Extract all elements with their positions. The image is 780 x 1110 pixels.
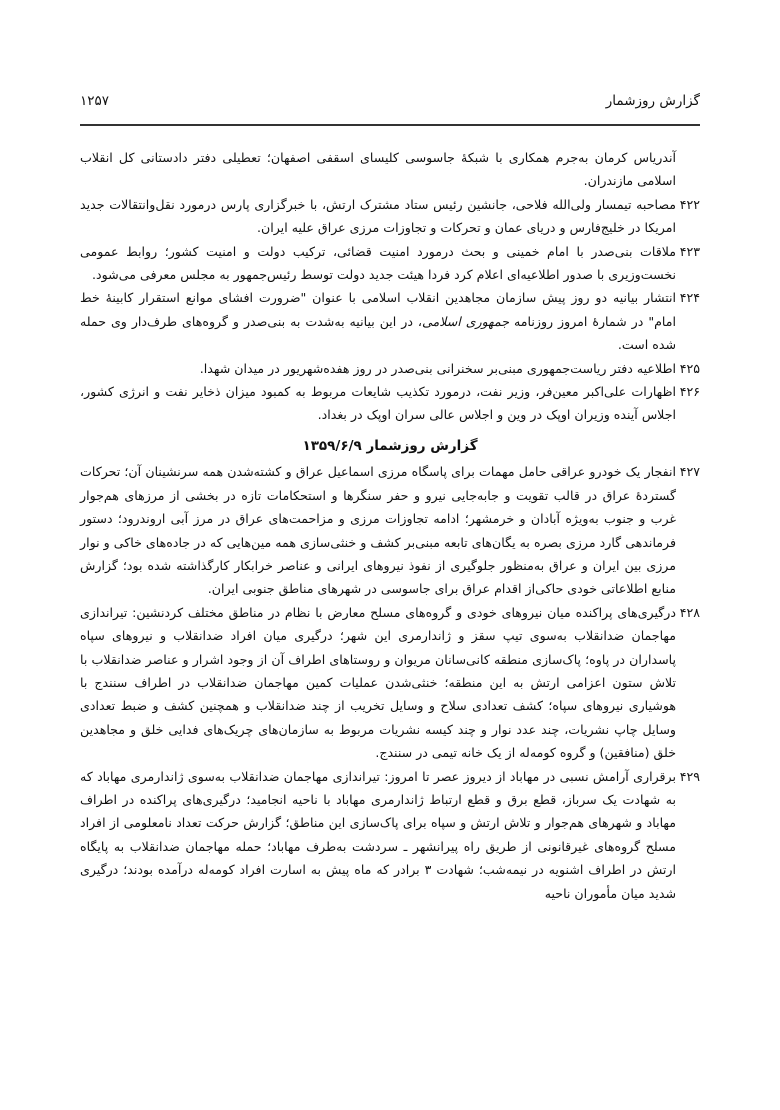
item-number: ۴۲۴ bbox=[679, 290, 700, 306]
list-item-424 bbox=[80, 286, 700, 356]
page-body bbox=[80, 146, 700, 905]
item-number: ۴۲۳ bbox=[679, 243, 700, 259]
item-text: اظهارات علی‌اکبر معین‌فر، وزیر نفت، درمورد تکذیب شایعات مربوط به کمبود میزان ذخایر نفت و انرژی کشور، اجلاس آینده وزیران اوپک در وین و اجلاس عالی سران اوپک در بغداد. bbox=[80, 384, 676, 423]
item-text: مصاحبه تیمسار ولی‌الله فلاحی، جانشین رئیس ستاد مشترک ارتش، با خبرگزاری پارس درمورد نقل‌وانتقالات جدید امریکا در خلیج‌فارس و دریای عمان و تحرکات و تجاوزات مرزی عراق علیه ایران. bbox=[80, 196, 676, 236]
item-number: ۴۲۲ bbox=[679, 196, 700, 212]
list-item bbox=[80, 240, 700, 287]
item-number: ۴۲۸ bbox=[679, 604, 700, 620]
item-text: ملاقات بنی‌صدر با امام خمینی و بحث درمورد امنیت قضائی، ترکیب دولت و امنیت کشور؛ روابط عمومی نخست‌وزیری با صدور اطلاعیه‌ای اعلام کرد فردا هیئت جدید دولت توسط رئیس‌جمهور به مجلس معرفی می‌شود. bbox=[80, 243, 676, 283]
item-text: ، در این بیانیه به‌شدت به بنی‌صدر و گروه‌های طرف‌دار وی حمله شده است. bbox=[80, 313, 676, 353]
paragraph-continuation: آندریاس کرمان به‌جرم همکاری با شبکهٔ جاسوسی کلیسای اسقفی اصفهان؛ تعطیلی دفتر دادستانی کل انقلاب اسلامی مازندران. bbox=[80, 150, 676, 189]
item-text: درگیری‌های پراکنده میان نیروهای خودی و گروه‌های مسلح معارض با نظام در مناطق مختلف کردنشین: تیراندازی مهاجمان ضدانقلاب به‌سوی تیپ سقز و ژاندارمری این شهر؛ درگیری میان افراد ضدانقلاب و نیروهای سپاه پاسداران در پاوه؛ پاک‌سازی منطقه کانی‌سانان مریوان و روستاهای اطراف آن از وجود اشرار و عناصر ضدانقلاب با تلاش ستون اعزامی ارتش به این منطقه؛ خنثی‌شدن عملیات کمین مهاجمان ضدانقلاب در اطراف سنندج با هوشیاری نیروهای سپاه؛ کشف تعدادی سلاح و وسایل تخریب از چند ضدانقلاب و همچنین کشف و ضبط تعدادی وسایل چاپ نشریات، چند عدد نوار و چند کیسه نشریات مربوط به سازمان‌های چریک‌های فدایی خلق و مجاهدین خلق (منافقین) و گروه کومه‌له از یک خانه تیمی در سنندج. bbox=[80, 604, 676, 761]
running-header bbox=[80, 88, 700, 114]
items-after bbox=[80, 357, 700, 427]
items-before bbox=[80, 193, 700, 287]
item-number: ۴۲۶ bbox=[679, 384, 700, 400]
item-text: انفجار یک خودرو عراقی حامل مهمات برای پاسگاه مرزی اسماعیل عراق و کشته‌شدن همه سرنشینان آن؛ تحرکات گستردهٔ عراق در قالب تقویت و جابه‌جایی نیرو و حفر سنگرها و استحکامات تازه در بخشی از مرزهای هم‌جوار غرب و جنوب به‌ویژه آبادان و خرمشهر؛ ادامه تجاوزات مرزی و مزاحمت‌های عراق در مرز آبی اروندرود؛ دستور فرماندهی گارد مرزی بصره به یگان‌های تابعه مبنی‌بر کشف و خنثی‌سازی همه مین‌هایی که در جاده‌های خاکی و نوار مرزی بین ایران و عراق به‌منظور جلوگیری از نفوذ نیروهای ایرانی و عناصر خرابکار کارگذاشته شده بود؛ گزارش منابع اطلاعاتی خودی حاکی‌از اقدام عراق برای جاسوسی در شهرهای مناطق جنوبی ایران. bbox=[80, 464, 676, 597]
item-number: ۴۲۵ bbox=[679, 360, 700, 376]
list-item bbox=[80, 601, 700, 765]
list-item bbox=[80, 193, 700, 240]
item-number: ۴۲۷ bbox=[679, 464, 700, 480]
header-rule bbox=[80, 124, 700, 126]
item-number: ۴۲۹ bbox=[679, 768, 700, 784]
list-item bbox=[80, 765, 700, 905]
item-text: برقراری آرامش نسبی در مهاباد از دیروز عصر تا امروز: تیراندازی مهاجمان ضدانقلاب به‌سوی ژاندارمری مهاباد که به شهادت یک سرباز، قطع برق و قطع ارتباط ژاندارمری مهاباد با ناحیه انجامید؛ درگیری‌های پراکنده در اطراف مهاباد و شهرهای هم‌جوار و تلاش ارتش و سپاه برای پاک‌سازی این مناطق؛ گزارش حرکت تعداد نامعلومی از افراد مسلح گروه‌های غیرقانونی از طریق راه پیرانشهر ـ سردشت به‌طرف مهاباد؛ حمله مهاجمان ضدانقلاب به پایگاه ارتش در اطراف اشنویه در نیمه‌شب؛ شهادت ۳ برادر که ماه پیش به اسارت افراد کومه‌له درآمده بودند؛ درگیری شدید میان مأموران ناحیه bbox=[80, 768, 676, 901]
page-number: ۱۲۵۷ bbox=[80, 93, 110, 109]
running-title: گزارش روزشمار bbox=[605, 93, 700, 109]
list-item bbox=[80, 380, 700, 427]
section-items bbox=[80, 460, 700, 905]
list-item bbox=[80, 357, 700, 380]
list-item bbox=[80, 460, 700, 600]
section-title: گزارش روزشمار ۱۳۵۹/۶/۹ bbox=[302, 437, 478, 454]
item-text: اطلاعیه دفتر ریاست‌جمهوری مبنی‌بر سخنرانی بنی‌صدر در روز هفده‌شهریور در میدان شهدا. bbox=[199, 360, 676, 376]
item-text: انتشار بیانیه دو روز پیش سازمان مجاهدین انقلاب اسلامی با عنوان "ضرورت افشای موانع استقرار کابینهٔ خط امام" در شمارهٔ امروز روزنامه bbox=[80, 290, 676, 329]
newspaper-title: جمهوری اسلامی bbox=[421, 313, 510, 329]
